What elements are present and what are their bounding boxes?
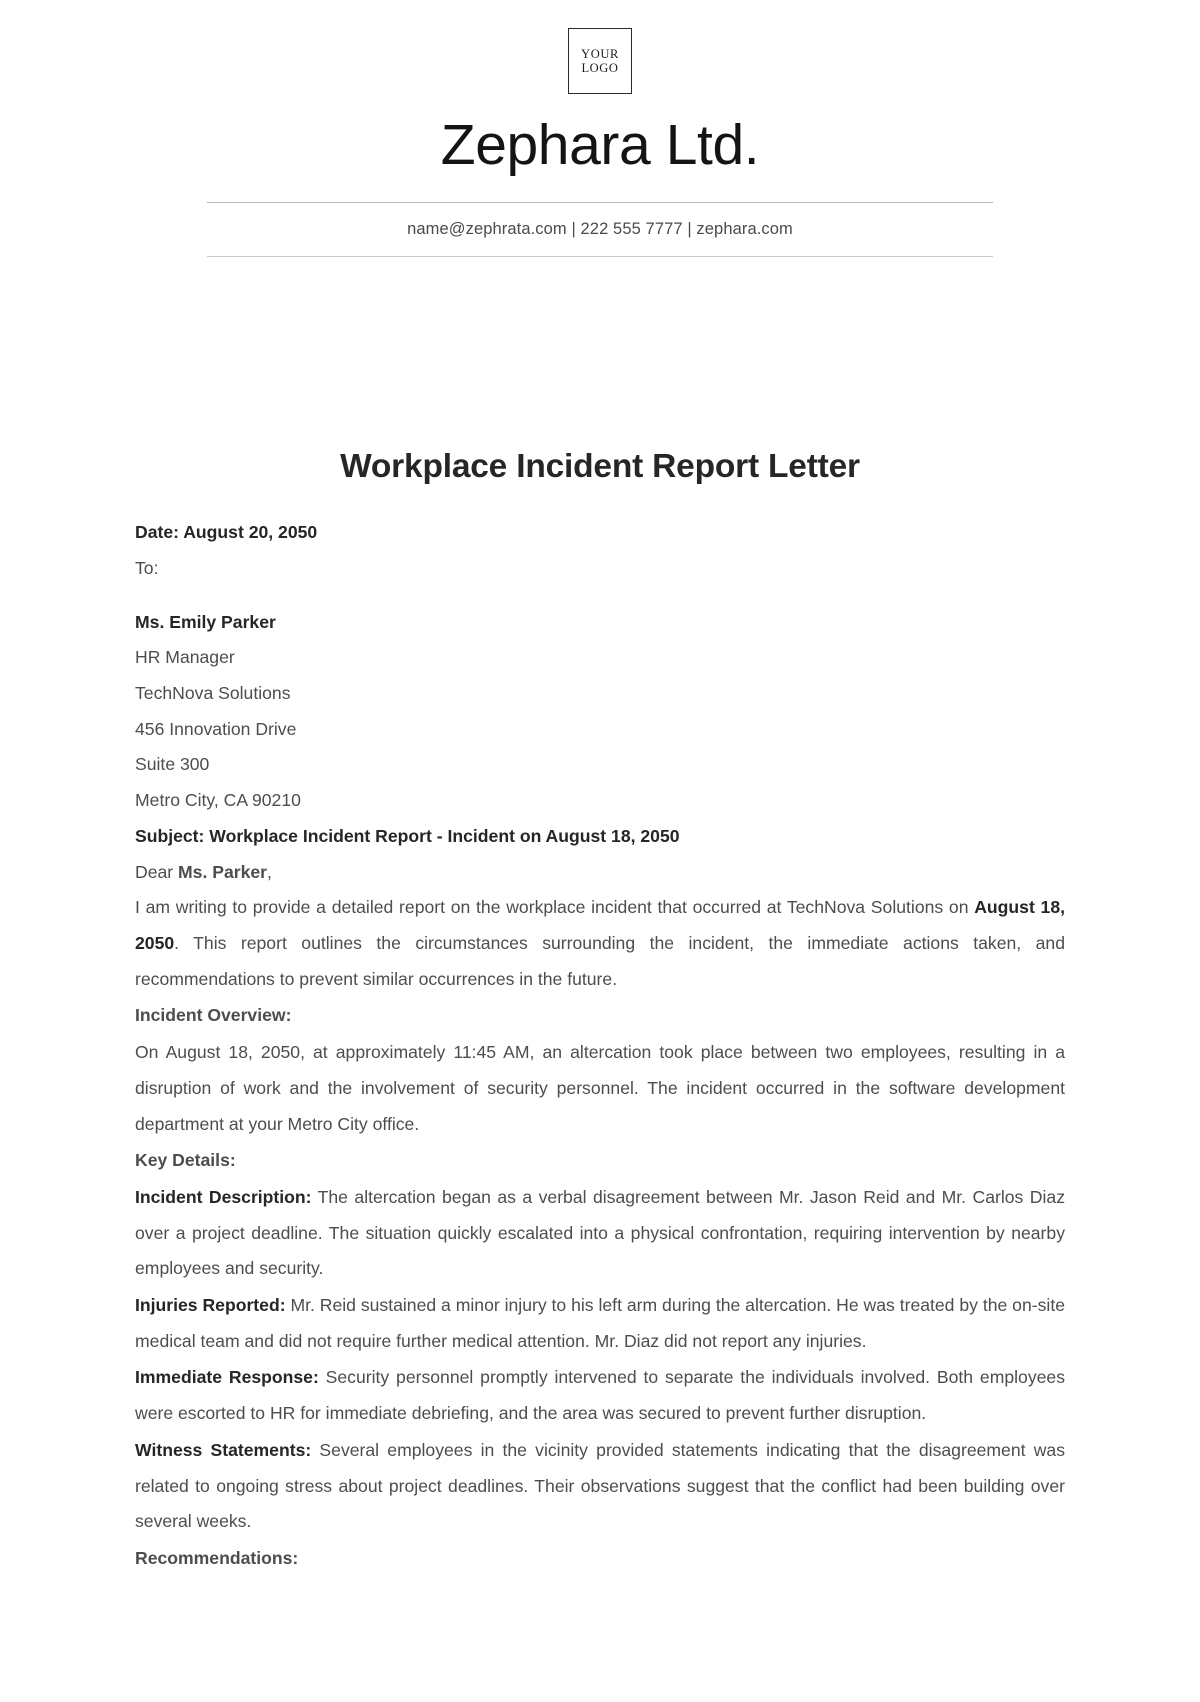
letter-date: Date: August 20, 2050 bbox=[135, 522, 318, 543]
contact-info: name@zephrata.com | 222 555 7777 | zephara.com bbox=[407, 219, 793, 238]
company-name: Zephara Ltd. bbox=[440, 113, 760, 177]
intro-incident-date: August 18, 2050 bbox=[135, 897, 1065, 953]
incident-overview-paragraph: On August 18, 2050, at approximately 11:45 AM, an altercation took place between two employees, resulting in a disruption of work and the involvement of security personnel. The incident occurred in the software development department at your Metro City office. bbox=[135, 1042, 1065, 1134]
intro-part2: . This report outlines the circumstances surrounding the incident, the immediate actions taken, and recommendations to prevent similar occurrences in the future. bbox=[135, 933, 1065, 989]
salutation-prefix: Dear bbox=[135, 861, 179, 882]
detail-label: Immediate Response: bbox=[135, 1367, 319, 1388]
page-title: Workplace Incident Report Letter bbox=[340, 448, 860, 486]
logo-text-line2: LOGO bbox=[581, 61, 619, 75]
key-details-heading: Key Details: bbox=[135, 1150, 236, 1171]
detail-immediate-response bbox=[135, 1360, 1065, 1431]
detail-witness-statements bbox=[135, 1433, 1065, 1540]
letterhead bbox=[0, 0, 1200, 257]
detail-text: Mr. Reid sustained a minor injury to his left arm during the altercation. He was treated by the on-site medical team and did not require further medical attention. Mr. Diaz did not report any injuries. bbox=[135, 1295, 1065, 1351]
salutation-name: Ms. Parker bbox=[178, 861, 268, 882]
salutation-suffix: , bbox=[267, 861, 272, 882]
incident-overview-heading: Incident Overview: bbox=[135, 1005, 292, 1026]
logo-container bbox=[0, 28, 1200, 94]
detail-label: Injuries Reported: bbox=[135, 1295, 286, 1316]
recommendations-heading: Recommendations: bbox=[135, 1547, 299, 1568]
logo-text-line1: YOUR bbox=[581, 47, 619, 61]
detail-injuries-reported bbox=[135, 1288, 1065, 1359]
recipient-name: Ms. Emily Parker bbox=[135, 611, 276, 632]
your-logo-placeholder-icon bbox=[568, 28, 632, 94]
intro-part1: I am writing to provide a detailed report on the workplace incident that occurred at TechNova Solutions on bbox=[135, 897, 975, 918]
to-label: To: bbox=[135, 557, 159, 578]
letter-body bbox=[135, 257, 1065, 1577]
recipient-street: 456 Innovation Drive bbox=[135, 718, 297, 739]
detail-label: Witness Statements: bbox=[135, 1439, 312, 1460]
address-spacer bbox=[135, 587, 1065, 605]
recipient-company: TechNova Solutions bbox=[135, 683, 291, 704]
recipient-city-state-zip: Metro City, CA 90210 bbox=[135, 790, 301, 811]
recipient-job-title: HR Manager bbox=[135, 647, 235, 668]
detail-incident-description bbox=[135, 1180, 1065, 1287]
salutation bbox=[135, 855, 1065, 891]
subject-line: Subject: Workplace Incident Report - Incident on August 18, 2050 bbox=[135, 825, 680, 846]
detail-label: Incident Description: bbox=[135, 1186, 312, 1207]
intro-paragraph bbox=[135, 890, 1065, 997]
detail-text: Several employees in the vicinity provided statements indicating that the disagreement was related to ongoing stress about project deadlines. Their observations suggest that the conflict had been building over several weeks. bbox=[135, 1439, 1066, 1532]
detail-text: Security personnel promptly intervened to separate the individuals involved. Both employees were escorted to HR for immediate debriefing, and the area was secured to prevent further disruption. bbox=[135, 1367, 1065, 1424]
recipient-suite: Suite 300 bbox=[135, 754, 210, 775]
detail-text: The altercation began as a verbal disagreement between Mr. Jason Reid and Mr. Carlos Diaz over a project deadline. The situation quickly escalated into a physical confrontation, requiring intervention by nearby employees and security. bbox=[135, 1186, 1065, 1279]
